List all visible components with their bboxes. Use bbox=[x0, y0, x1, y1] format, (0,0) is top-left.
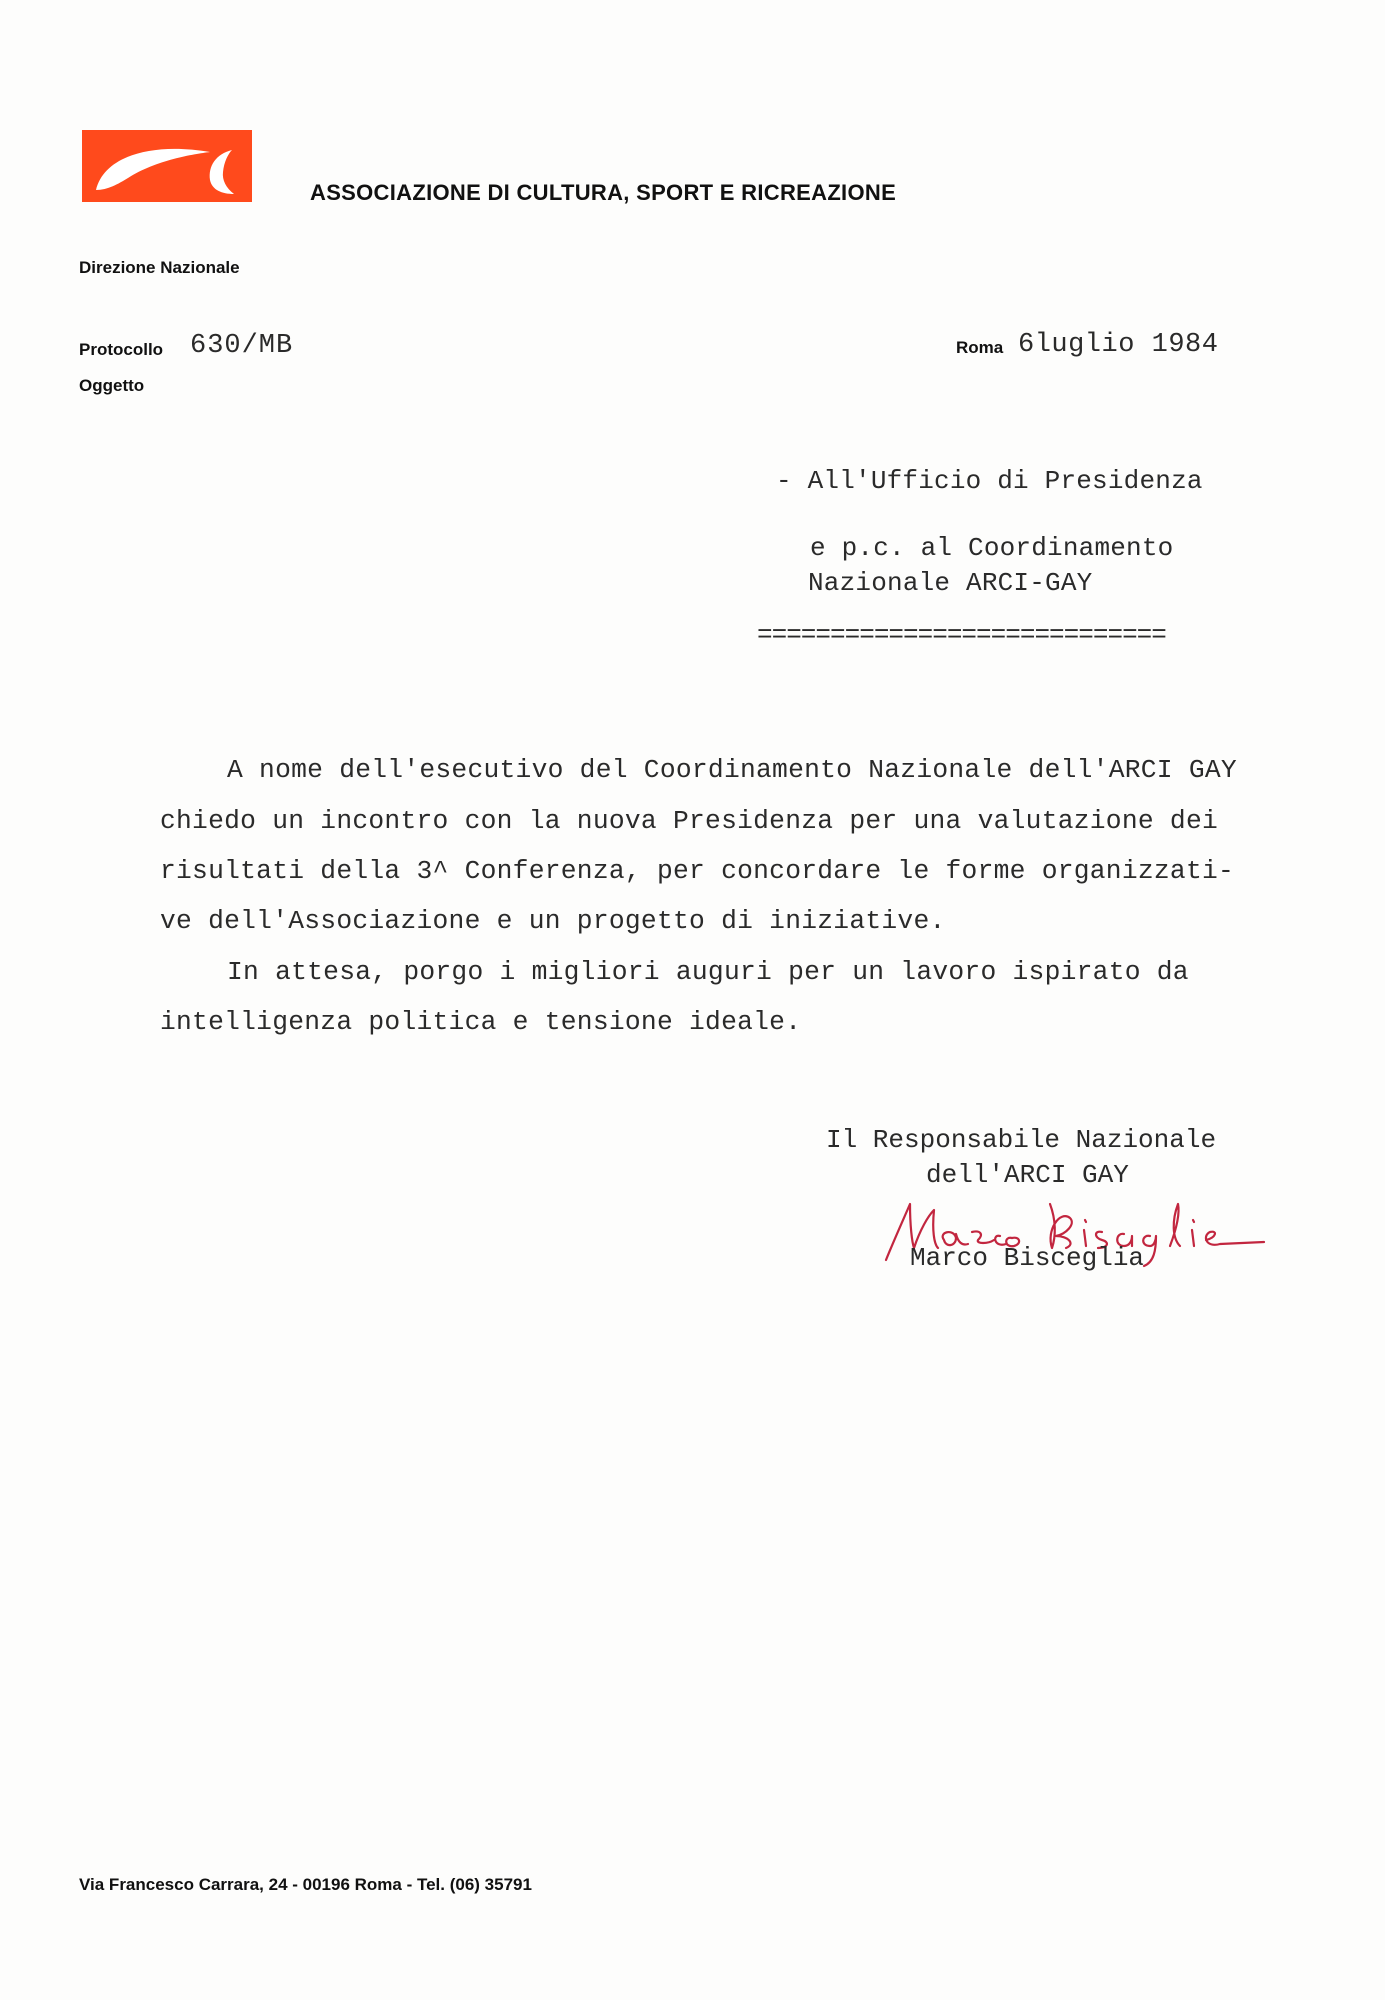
body-line: chiedo un incontro con la nuova Presidenza per una valutazione dei bbox=[160, 806, 1219, 836]
body-line: A nome dell'esecutivo del Coordinamento Nazionale dell'ARCI GAY bbox=[227, 755, 1237, 785]
subject-label: Oggetto bbox=[79, 376, 145, 395]
signatory-name: Marco Bisceglia bbox=[910, 1243, 1145, 1273]
department-name: Direzione Nazionale bbox=[79, 258, 240, 277]
protocol-value: 630/MB bbox=[190, 331, 294, 361]
separator-rule: ============================ bbox=[757, 620, 1166, 650]
arci-logo-icon bbox=[82, 130, 252, 202]
recipient-line: e p.c. al Coordinamento bbox=[810, 533, 1174, 563]
signatory-title: dell'ARCI GAY bbox=[926, 1160, 1129, 1190]
body-line: In attesa, porgo i migliori auguri per un lavoro ispirato da bbox=[227, 957, 1189, 987]
date-value: 6luglio 1984 bbox=[1018, 330, 1219, 360]
city-label: Roma bbox=[956, 338, 1004, 357]
footer-address: Via Francesco Carrara, 24 - 00196 Roma - Tel. (06) 35791 bbox=[79, 1875, 532, 1894]
signatory-title: Il Responsabile Nazionale bbox=[826, 1125, 1217, 1155]
recipient-line: - All'Ufficio di Presidenza bbox=[776, 466, 1203, 496]
body-line: risultati della 3^ Conferenza, per concordare le forme organizzati- bbox=[160, 856, 1235, 886]
body-line: intelligenza politica e tensione ideale. bbox=[160, 1007, 802, 1037]
recipient-line: Nazionale ARCI-GAY bbox=[808, 568, 1093, 598]
organization-name: ASSOCIAZIONE DI CULTURA, SPORT E RICREAZIONE bbox=[310, 180, 897, 205]
body-line: ve dell'Associazione e un progetto di iniziative. bbox=[160, 906, 946, 936]
protocol-label: Protocollo bbox=[79, 340, 164, 359]
